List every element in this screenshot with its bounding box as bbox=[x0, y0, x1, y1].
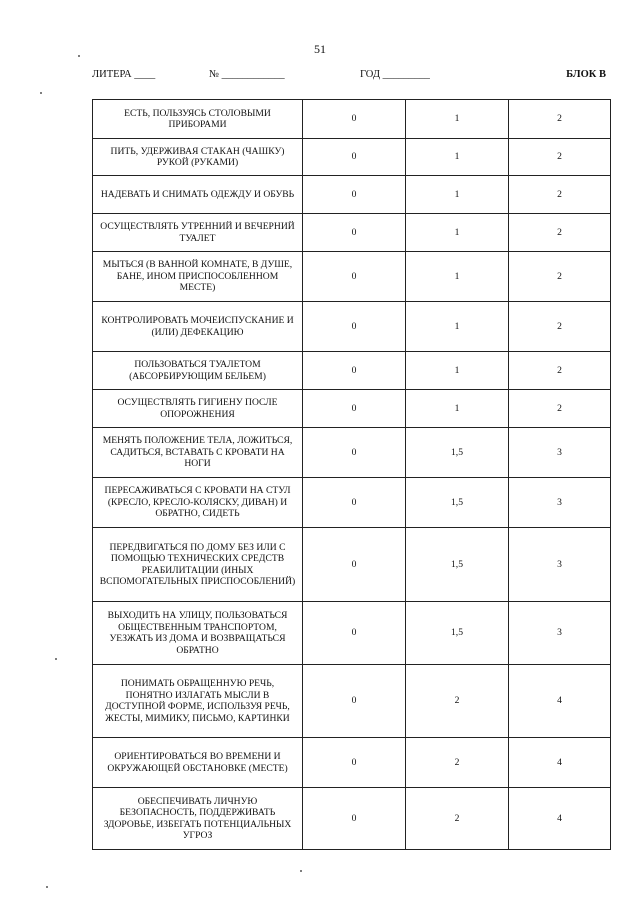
number-field: № ____________ bbox=[209, 69, 285, 80]
table-row bbox=[93, 176, 611, 214]
activity-cell: ПИТЬ, УДЕРЖИВАЯ СТАКАН (ЧАШКУ) РУКОЙ (РУКАМИ) bbox=[93, 139, 303, 176]
score-full-cell: 2 bbox=[509, 302, 611, 352]
score-none-cell: 0 bbox=[303, 738, 406, 788]
score-full-cell: 3 bbox=[509, 478, 611, 528]
score-partial-cell: 2 bbox=[406, 665, 509, 738]
block-label: БЛОК В bbox=[566, 69, 606, 80]
activity-cell: ПЕРЕДВИГАТЬСЯ ПО ДОМУ БЕЗ ИЛИ С ПОМОЩЬЮ ТЕХНИЧЕСКИХ СРЕДСТВ РЕАБИЛИТАЦИИ (ИНЫХ ВСПОМОГАТЕЛЬНЫХ ПРИСПОСОБЛЕНИЙ) bbox=[93, 528, 303, 602]
score-full-cell: 3 bbox=[509, 428, 611, 478]
score-none-cell: 0 bbox=[303, 252, 406, 302]
score-none-cell: 0 bbox=[303, 214, 406, 252]
activity-cell: МЫТЬСЯ (В ВАННОЙ КОМНАТЕ, В ДУШЕ, БАНЕ, ИНОМ ПРИСПОСОБЛЕННОМ МЕСТЕ) bbox=[93, 252, 303, 302]
score-none-cell: 0 bbox=[303, 665, 406, 738]
year-field: ГОД _________ bbox=[360, 69, 430, 80]
scan-speck bbox=[55, 658, 57, 660]
activity-cell: ОСУЩЕСТВЛЯТЬ ГИГИЕНУ ПОСЛЕ ОПОРОЖНЕНИЯ bbox=[93, 390, 303, 428]
scan-speck bbox=[40, 92, 42, 94]
score-none-cell: 0 bbox=[303, 478, 406, 528]
score-partial-cell: 2 bbox=[406, 738, 509, 788]
score-full-cell: 3 bbox=[509, 602, 611, 665]
score-partial-cell: 1 bbox=[406, 100, 509, 139]
activity-cell: ВЫХОДИТЬ НА УЛИЦУ, ПОЛЬЗОВАТЬСЯ ОБЩЕСТВЕННЫМ ТРАНСПОРТОМ, УЕЗЖАТЬ ИЗ ДОМА И ВОЗВРАЩАТЬСЯ ОБРАТНО bbox=[93, 602, 303, 665]
score-partial-cell: 1,5 bbox=[406, 428, 509, 478]
activity-cell: ОРИЕНТИРОВАТЬСЯ ВО ВРЕМЕНИ И ОКРУЖАЮЩЕЙ ОБСТАНОВКЕ (МЕСТЕ) bbox=[93, 738, 303, 788]
score-none-cell: 0 bbox=[303, 602, 406, 665]
score-partial-cell: 1,5 bbox=[406, 528, 509, 602]
table-row bbox=[93, 428, 611, 478]
activity-cell: ЕСТЬ, ПОЛЬЗУЯСЬ СТОЛОВЫМИ ПРИБОРАМИ bbox=[93, 100, 303, 139]
activity-cell: МЕНЯТЬ ПОЛОЖЕНИЕ ТЕЛА, ЛОЖИТЬСЯ, САДИТЬСЯ, ВСТАВАТЬ С КРОВАТИ НА НОГИ bbox=[93, 428, 303, 478]
score-full-cell: 2 bbox=[509, 100, 611, 139]
form-header bbox=[92, 69, 612, 83]
table-row bbox=[93, 738, 611, 788]
litera-field: ЛИТЕРА ____ bbox=[92, 69, 156, 80]
score-partial-cell: 1 bbox=[406, 139, 509, 176]
scan-speck bbox=[300, 870, 302, 872]
score-full-cell: 2 bbox=[509, 214, 611, 252]
score-full-cell: 2 bbox=[509, 352, 611, 390]
activity-cell: НАДЕВАТЬ И СНИМАТЬ ОДЕЖДУ И ОБУВЬ bbox=[93, 176, 303, 214]
score-none-cell: 0 bbox=[303, 788, 406, 850]
score-partial-cell: 2 bbox=[406, 788, 509, 850]
score-none-cell: 0 bbox=[303, 100, 406, 139]
score-none-cell: 0 bbox=[303, 390, 406, 428]
score-full-cell: 4 bbox=[509, 665, 611, 738]
score-partial-cell: 1 bbox=[406, 352, 509, 390]
page-number: 51 bbox=[314, 42, 326, 56]
table-row bbox=[93, 139, 611, 176]
table-row bbox=[93, 528, 611, 602]
table-row bbox=[93, 602, 611, 665]
score-full-cell: 4 bbox=[509, 738, 611, 788]
score-full-cell: 2 bbox=[509, 390, 611, 428]
score-none-cell: 0 bbox=[303, 176, 406, 214]
score-partial-cell: 1 bbox=[406, 252, 509, 302]
score-partial-cell: 1 bbox=[406, 214, 509, 252]
score-full-cell: 4 bbox=[509, 788, 611, 850]
score-full-cell: 2 bbox=[509, 139, 611, 176]
activity-cell: ПОНИМАТЬ ОБРАЩЕННУЮ РЕЧЬ, ПОНЯТНО ИЗЛАГАТЬ МЫСЛИ В ДОСТУПНОЙ ФОРМЕ, ИСПОЛЬЗУЯ РЕЧЬ, ЖЕСТЫ, МИМИКУ, ПИСЬМО, КАРТИНКИ bbox=[93, 665, 303, 738]
score-partial-cell: 1 bbox=[406, 302, 509, 352]
score-partial-cell: 1 bbox=[406, 390, 509, 428]
table-row bbox=[93, 100, 611, 139]
score-partial-cell: 1,5 bbox=[406, 602, 509, 665]
score-partial-cell: 1,5 bbox=[406, 478, 509, 528]
activity-cell: ПЕРЕСАЖИВАТЬСЯ С КРОВАТИ НА СТУЛ (КРЕСЛО, КРЕСЛО-КОЛЯСКУ, ДИВАН) И ОБРАТНО, СИДЕТЬ bbox=[93, 478, 303, 528]
table-row bbox=[93, 788, 611, 850]
table-row bbox=[93, 214, 611, 252]
table-row bbox=[93, 352, 611, 390]
table-row bbox=[93, 478, 611, 528]
activity-cell: ОБЕСПЕЧИВАТЬ ЛИЧНУЮ БЕЗОПАСНОСТЬ, ПОДДЕРЖИВАТЬ ЗДОРОВЬЕ, ИЗБЕГАТЬ ПОТЕНЦИАЛЬНЫХ УГРОЗ bbox=[93, 788, 303, 850]
score-full-cell: 2 bbox=[509, 252, 611, 302]
score-full-cell: 3 bbox=[509, 528, 611, 602]
scan-speck bbox=[78, 55, 80, 57]
assessment-table bbox=[92, 99, 611, 850]
activity-cell: ПОЛЬЗОВАТЬСЯ ТУАЛЕТОМ (АБСОРБИРУЮЩИМ БЕЛЬЕМ) bbox=[93, 352, 303, 390]
table-row bbox=[93, 665, 611, 738]
table-row bbox=[93, 302, 611, 352]
score-none-cell: 0 bbox=[303, 528, 406, 602]
scan-speck bbox=[46, 886, 48, 888]
score-none-cell: 0 bbox=[303, 352, 406, 390]
table-row bbox=[93, 390, 611, 428]
activity-cell: КОНТРОЛИРОВАТЬ МОЧЕИСПУСКАНИЕ И (ИЛИ) ДЕФЕКАЦИЮ bbox=[93, 302, 303, 352]
score-partial-cell: 1 bbox=[406, 176, 509, 214]
score-none-cell: 0 bbox=[303, 302, 406, 352]
score-none-cell: 0 bbox=[303, 428, 406, 478]
activity-cell: ОСУЩЕСТВЛЯТЬ УТРЕННИЙ И ВЕЧЕРНИЙ ТУАЛЕТ bbox=[93, 214, 303, 252]
score-none-cell: 0 bbox=[303, 139, 406, 176]
score-full-cell: 2 bbox=[509, 176, 611, 214]
table-row bbox=[93, 252, 611, 302]
